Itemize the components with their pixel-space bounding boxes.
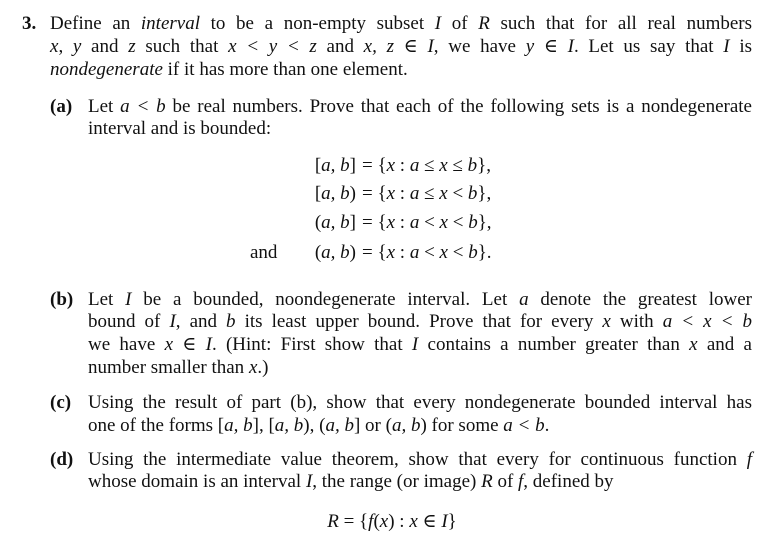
intro-line: [50, 59, 752, 81]
text-segment: = {: [362, 155, 387, 176]
text-segment: Let: [88, 96, 121, 117]
part-label: (b): [50, 289, 74, 310]
text-segment: = {: [338, 511, 369, 532]
part-a-line: [88, 118, 752, 140]
text-segment: },: [477, 183, 492, 204]
text-segment: of: [492, 471, 519, 492]
text-segment: (: [373, 511, 380, 532]
part-d-line: [88, 449, 752, 471]
part-c-line: [88, 415, 752, 437]
and-word: and: [250, 242, 278, 263]
text-segment: we have: [88, 334, 165, 355]
problem-number: 3.: [22, 13, 37, 34]
text-segment: ∈: [534, 36, 568, 57]
text-segment: ≤: [419, 183, 440, 204]
math-text: a: [409, 212, 420, 233]
text-segment: ≤: [419, 155, 440, 176]
text-segment: ≤: [447, 155, 468, 176]
part-b-line: [88, 334, 752, 356]
text-segment: ) :: [388, 511, 410, 532]
math-text: x: [689, 334, 698, 355]
math-text: a < x < b: [662, 311, 753, 332]
text-segment: ), (: [303, 415, 326, 436]
part-d-line: [88, 471, 752, 493]
math-text: a: [519, 289, 529, 310]
math-text: a: [409, 183, 420, 204]
intro-line: [50, 36, 752, 58]
math-text: x, z: [363, 36, 394, 57]
math-text: f: [518, 471, 524, 492]
math-text: b: [467, 155, 478, 176]
math-text: R: [481, 471, 493, 492]
math-text: x: [439, 212, 448, 233]
math-text: b: [467, 183, 478, 204]
math-text: a, b: [321, 183, 350, 204]
text-segment: denote the greatest lower: [528, 289, 752, 310]
math-text: I: [441, 511, 448, 532]
math-text: I: [567, 36, 574, 57]
math-text: x < y < z: [228, 36, 317, 57]
text-segment: ], [: [252, 415, 275, 436]
text-segment: :: [395, 242, 410, 263]
text-segment: whose domain is an interval: [88, 471, 306, 492]
range-definition: [0, 511, 784, 533]
text-segment: with: [610, 311, 663, 332]
text-segment: ): [349, 242, 356, 263]
text-segment: and: [316, 36, 364, 57]
text-segment: such that for all real numbers: [489, 13, 752, 34]
part-label: (a): [50, 96, 73, 117]
text-segment: if it has more than one element.: [162, 59, 408, 80]
math-text: x ∈ I: [164, 334, 212, 355]
text-segment: [: [314, 183, 322, 204]
math-text: a, b: [224, 415, 253, 436]
math-text: a < b: [503, 415, 545, 436]
math-text: x: [439, 183, 448, 204]
math-text: interval: [140, 13, 201, 34]
math-text: y: [525, 36, 535, 57]
text-segment: = {: [362, 242, 387, 263]
math-text: x: [602, 311, 611, 332]
text-segment: such that: [135, 36, 229, 57]
text-segment: Using the intermediate value theorem, show that every for continuous function: [88, 449, 747, 470]
text-segment: one of the forms [: [88, 415, 225, 436]
part-b-line: [88, 311, 752, 333]
text-segment: }.: [477, 242, 492, 263]
math-text: I: [125, 289, 132, 310]
text-segment: Let: [88, 289, 126, 310]
math-text: y: [72, 36, 82, 57]
equation-lhs: [0, 155, 356, 177]
math-text: I: [434, 13, 442, 34]
math-text: x: [439, 242, 448, 263]
part-a-line: [88, 96, 752, 118]
text-segment: ]: [349, 155, 356, 176]
text-segment: :: [395, 212, 410, 233]
equation-rhs: [362, 212, 492, 234]
text-segment: of: [441, 13, 479, 34]
math-text: z: [128, 36, 136, 57]
part-label: (c): [50, 392, 72, 413]
math-text: R: [478, 13, 490, 34]
text-segment: interval and is bounded:: [88, 118, 272, 139]
text-segment: contains a number greater than: [418, 334, 690, 355]
text-segment: <: [419, 242, 440, 263]
equation-lhs: [0, 183, 356, 205]
part-label: (d): [50, 449, 74, 470]
text-segment: number smaller than: [88, 357, 249, 378]
math-text: I: [723, 36, 730, 57]
equation-lhs: [0, 212, 356, 234]
equation-rhs: [362, 155, 491, 177]
text-segment: },: [477, 212, 492, 233]
math-text: a, b: [321, 155, 350, 176]
math-text: a, b: [325, 415, 354, 436]
math-text: x: [386, 155, 396, 176]
math-text: I: [169, 311, 176, 332]
equation-rhs: [362, 183, 491, 205]
text-segment: (: [314, 242, 322, 263]
text-segment: },: [477, 155, 491, 176]
text-segment: .: [544, 415, 550, 436]
text-segment: . Let us say that: [573, 36, 724, 57]
text-segment: (: [314, 212, 322, 233]
text-segment: :: [395, 183, 410, 204]
text-segment: , defined by: [523, 471, 614, 492]
math-text: b: [468, 242, 478, 263]
math-text: a: [409, 155, 420, 176]
math-text: a: [409, 242, 420, 263]
math-text: x: [50, 36, 59, 57]
text-segment: <: [447, 212, 469, 233]
text-segment: }: [447, 511, 457, 532]
text-segment: ,: [58, 36, 73, 57]
math-text: f: [746, 449, 752, 470]
text-segment: ∈: [417, 511, 442, 532]
math-text: a, b: [321, 212, 350, 233]
math-text: x: [386, 242, 396, 263]
text-segment: is: [729, 36, 752, 57]
text-segment: <: [447, 242, 469, 263]
math-text: I: [411, 334, 419, 355]
part-b-line: [88, 289, 752, 311]
math-text: b: [226, 311, 236, 332]
text-segment: [: [314, 155, 322, 176]
math-text: x: [248, 357, 258, 378]
math-text: I: [305, 471, 313, 492]
math-text: x: [409, 511, 418, 532]
text-segment: and: [81, 36, 129, 57]
math-text: a, b: [321, 242, 350, 263]
text-segment: . (Hint: First show that: [211, 334, 412, 355]
text-segment: <: [447, 183, 468, 204]
text-segment: , we have: [433, 36, 526, 57]
text-segment: :: [395, 155, 410, 176]
equation-rhs: [362, 242, 492, 264]
text-segment: ∈: [393, 36, 428, 57]
math-text: f: [368, 511, 374, 532]
math-text: x: [386, 183, 396, 204]
text-segment: and a: [697, 334, 752, 355]
text-segment: Define an: [50, 13, 141, 34]
text-segment: <: [419, 212, 440, 233]
equation-lhs: [0, 242, 356, 264]
text-segment: , and: [175, 311, 227, 332]
intro-line: [50, 13, 752, 35]
text-segment: .): [257, 357, 269, 378]
text-segment: be real numbers. Prove that each of the following sets is a nondegenerate: [165, 96, 752, 117]
text-segment: ]: [349, 212, 356, 233]
text-segment: ): [349, 183, 356, 204]
text-segment: be a bounded, noondegenerate interval. Let: [131, 289, 520, 310]
math-text: a, b: [274, 415, 304, 436]
math-text: x: [386, 212, 396, 233]
math-text: x: [439, 155, 448, 176]
math-text: a, b: [391, 415, 421, 436]
text-segment: = {: [362, 212, 387, 233]
math-text: b: [468, 212, 478, 233]
text-segment: Using the result of part (b), show that every nondegenerate bounded interval has: [88, 392, 752, 413]
text-segment: ] or (: [353, 415, 392, 436]
math-text: x: [379, 511, 389, 532]
math-text: I: [427, 36, 434, 57]
text-segment: ) for some: [420, 415, 504, 436]
math-text: nondegenerate: [50, 59, 163, 80]
part-c-line: [88, 392, 752, 414]
part-b-line: [88, 357, 752, 379]
math-text: R: [327, 511, 339, 532]
math-text: a < b: [120, 96, 166, 117]
text-segment: its least upper bound. Prove that for every: [235, 311, 603, 332]
text-segment: = {: [362, 183, 387, 204]
text-segment: to be a non-empty subset: [200, 13, 435, 34]
text-segment: bound of: [88, 311, 170, 332]
text-segment: , the range (or image): [312, 471, 482, 492]
